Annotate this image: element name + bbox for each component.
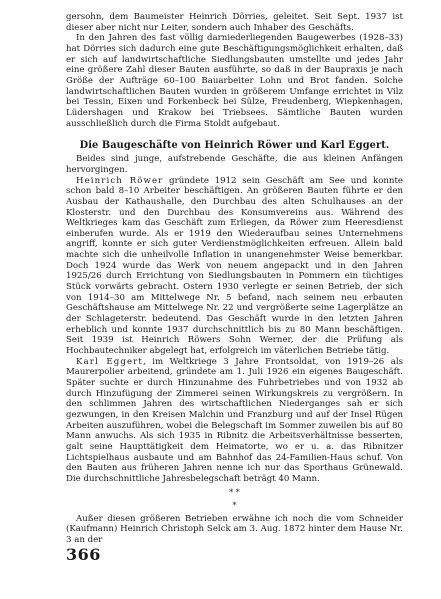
separator-stars: * *	[229, 487, 240, 497]
paragraph-doerries-siedlungsbauten: In den Jahren des fast völlig darniederliegenden Baugewerbes (1928–33) hat Dörries sich dadurch eine gute Beschäftigungsmöglichkeit erhalten, daß er sich auf landwirtschaftliche Siedlungsbauten umstellte und jedes Jahr eine größere Zahl dieser Bauten ausführte, so daß in der Baupraxis je nach Größe der Aufträge 60–100 Bauarbeiter Lohn und Brot fanden. Solche landwirtschaftlichen Bauten wurden in größerem Umfange errichtet in Vilz bei Tessin, Eixen und Forkenbeck bei Sülze, Freudenberg, Wiepkenhagen, Lüdershagen und Krakow bei Triebsees. Sämtliche Bauten wurden ausschließlich durch die Firma Stoldt aufgebaut.	[66, 33, 403, 129]
separator-star: *	[232, 500, 237, 510]
spaced-name-eggert: Karl Eggert	[76, 356, 143, 367]
paragraph-roewer-text: gründete 1912 sein Geschäft am See und konnte schon bald 8–10 Arbeiter beschäftigen. An größeren Bauten führte er den Ausbau der Kathaushalle, den Durchbau des alten Schulhauses an der Klosterstr. und den Durchbau des Konsumvereins aus. Während des Weltkrieges kam das Geschäft zum Erliegen, da Röwer zum Heeresdienst einberufen wurde. Als er 1919 den Wiederaufbau seines Unternehmens angriff, konnte er sich guter Verdienstmöglichkeiten erfreuen. Allein bald machte sich die unheilvolle Inflation in unangenehmster Weise bemerkbar. Doch 1924 wurde das Werk von neuem angepackt und in den Jahren 1925/26 durch Errichtung von Siedlungsbauten in Pommern ein tüchtiges Stück vorwärts gebracht. Ostern 1930 verlegte er seinen Betrieb, der sich von 1914–30 am Mittelwege Nr. 5 befand, nach seinem neu erbauten Geschäftshause am Mittelwege Nr. 22 und vergrößerte seine Lagerplätze an der Schlageterstr. bedeutend. Das Geschäft wurde in den letzten Jahren erheblich und konnte 1937 durchschnittlich bis zu 80 Mann beschäftigen. Seit 1939 ist Heinrich Röwers Sohn Werner, der die Prüfung als Hochbautechniker abgelegt hat, erfolgreich im väterlichen Betriebe tätig.	[66, 175, 403, 357]
paragraph-doerries-intro: gersohn, dem Baumeister Heinrich Dörries, geleitet. Seit Sept. 1937 ist dieser aber nicht nur Leiter, sondern auch Inhaber des Geschäfts.	[66, 12, 403, 33]
paragraph-heinrich-roewer	[66, 176, 403, 357]
paragraph-eggert-text: , im Weltkriege 3 Jahre Frontsoldat, von 1919–26 als Maurerpolier arbeitend, gründete am 1. Juli 1926 ein eigenes Baugeschäft. Später suchte er durch Hinzunahme des Fuhrbetriebes und von 1932 ab durch Hinzufügung der Zimmerei seinen Wirkungskreis zu vergrößern. In den schlimmen Jahren des wirtschaftlichen Niederganges sah er sich gezwungen, in den Kreisen Malchin und Franzburg und auf der Insel Rügen Arbeiten auszuführen, wobei die Belegschaft im Sommer zuweilen bis auf 80 Mann anwuchs. Als sich 1935 in Ribnitz die Arbeitsverhältnisse besserten, galt seine Haupttätigkeit dem Heimatorte, wo er u. a. das Ribnitzer Lichtspielhaus ausbaute und am Bahnhof das 24-Familien-Haus schuf. Von den Bauten aus früheren Jahren nenne ich nur das Sporthaus Grünewald. Die durchschnittliche Jahresbelegschaft beträgt 40 Mann.	[66, 356, 403, 484]
spaced-name-roewer: Heinrich Röwer	[76, 175, 164, 186]
paragraph-weitere-betriebe: Außer diesen größeren Betrieben erwähne ich noch die vom Schneider (Kaufmann) Heinrich Christoph Selck am 3. Aug. 1872 hinter dem Hause Nr. 3 an der	[66, 513, 403, 545]
section-heading: Die Baugeschäfte von Heinrich Röwer und Karl Eggert.	[79, 140, 390, 152]
paragraph-intro-geschaefte: Beides sind junge, aufstrebende Geschäfte, die aus kleinen Anfängen hervorgingen.	[66, 154, 403, 175]
paragraph-karl-eggert	[66, 357, 403, 485]
page-number: 366	[66, 545, 101, 564]
